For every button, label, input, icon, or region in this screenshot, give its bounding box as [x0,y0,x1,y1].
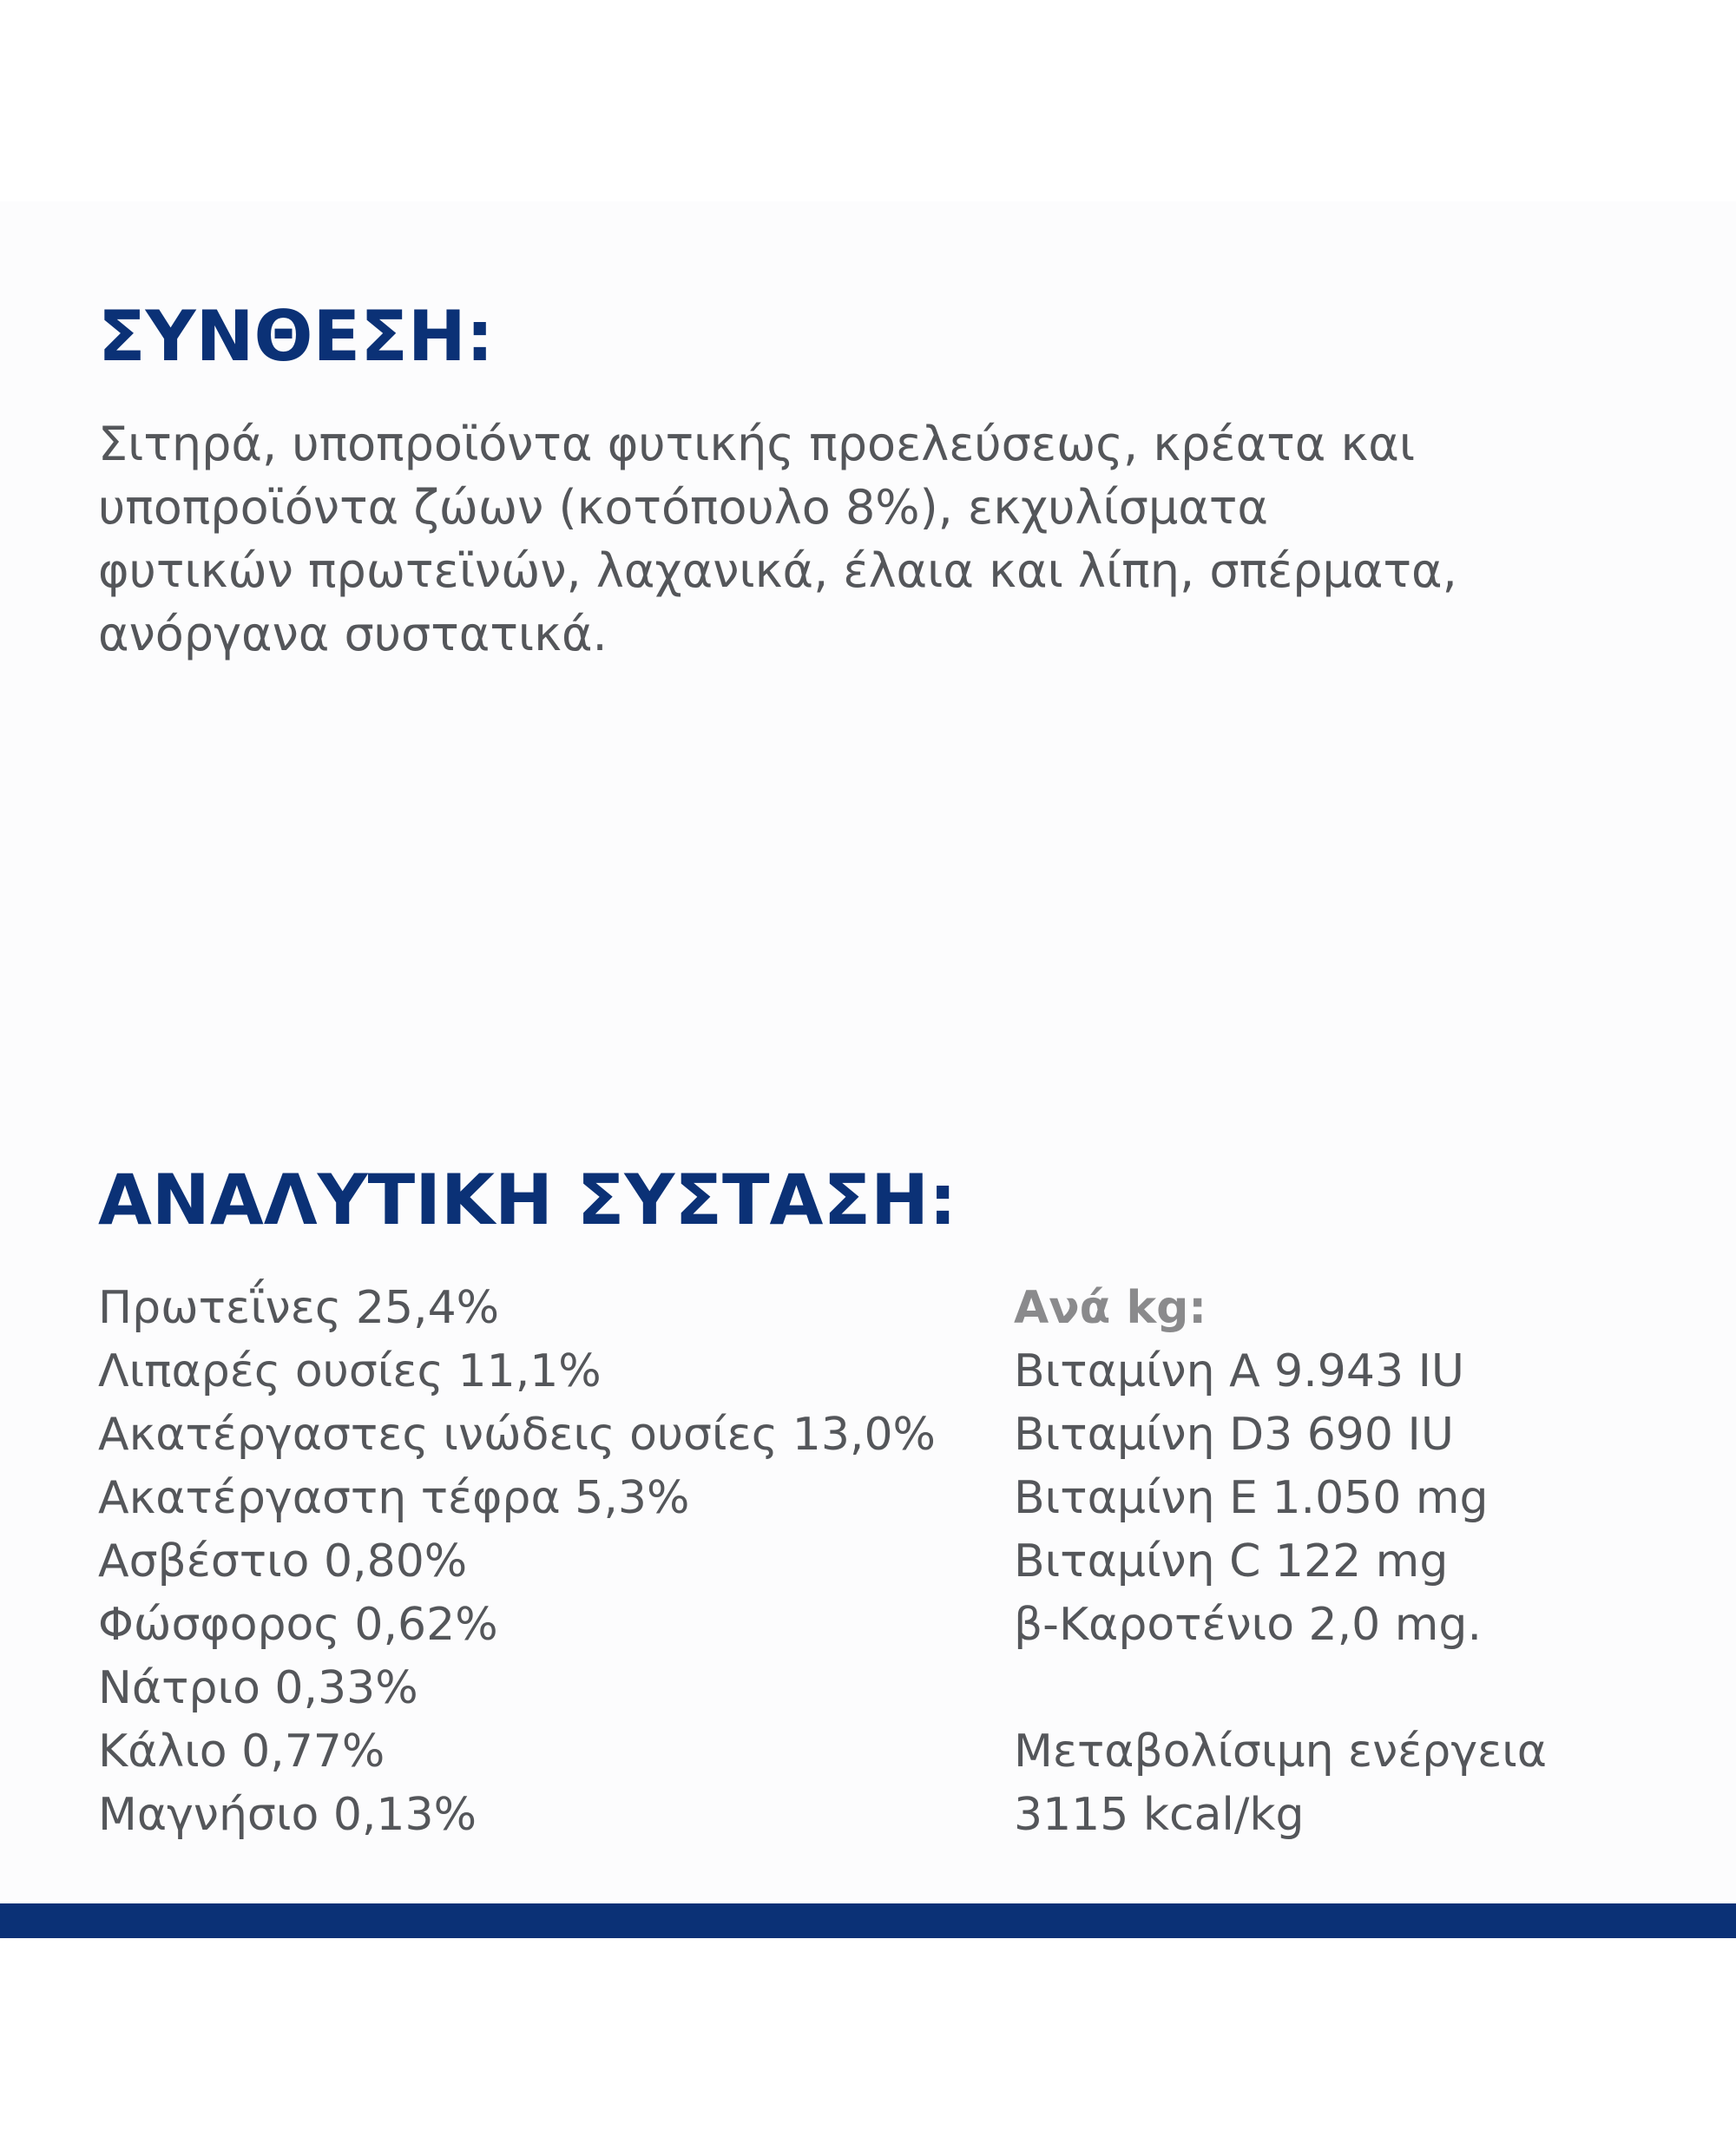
nutrient-item: Κάλιο 0,77% [98,1726,385,1778]
energy-label: Μεταβολίσιμη ενέργεια [1014,1726,1548,1778]
composition-heading: ΣΥΝΘΕΣΗ: [98,296,494,377]
nutrient-item: Λιπαρές ουσίες 11,1% [98,1345,602,1397]
nutrient-item: Νάτριο 0,33% [98,1662,418,1714]
vitamin-item: Βιταμίνη C 122 mg [1014,1535,1449,1588]
composition-line: ανόργανα συστατικά. [98,607,608,661]
vitamin-list [1014,1277,1547,1847]
nutrient-item: Ακατέργαστες ινώδεις ουσίες 13,0% [98,1409,936,1461]
nutrient-item: Πρωτεΐνες 25,4% [98,1282,500,1334]
composition-line: Σιτηρά, υποπροϊόντα φυτικής προελεύσεως, κρέατα και [98,417,1416,471]
nutrient-item: Ασβέστιο 0,80% [98,1535,468,1588]
list-spacer [1014,1657,1547,1720]
nutrient-list [98,1277,936,1847]
composition-line: φυτικών πρωτεϊνών, λαχανικά, έλαια και λίπη, σπέρματα, [98,543,1457,598]
vitamin-item: Βιταμίνη E 1.050 mg [1014,1472,1489,1524]
vitamin-item: Βιταμίνη A 9.943 IU [1014,1345,1464,1397]
analysis-heading: ΑΝΑΛΥΤΙΚΗ ΣΥΣΤΑΣΗ: [98,1160,957,1240]
composition-line: υποπροϊόντα ζώων (κοτόπουλο 8%), εκχυλίσματα [98,480,1268,535]
nutrient-item: Μαγνήσιο 0,13% [98,1789,477,1841]
nutrient-item: Ακατέργαστη τέφρα 5,3% [98,1472,690,1524]
energy-value: 3115 kcal/kg [1014,1789,1305,1841]
bottom-bar [0,1903,1736,1938]
vitamin-item: β-Καροτένιο 2,0 mg. [1014,1599,1482,1651]
composition-text [98,412,1687,666]
vitamin-item: Βιταμίνη D3 690 IU [1014,1409,1454,1461]
per-kg-label: Ανά kg: [1014,1282,1207,1334]
nutrient-item: Φώσφορος 0,62% [98,1599,498,1651]
